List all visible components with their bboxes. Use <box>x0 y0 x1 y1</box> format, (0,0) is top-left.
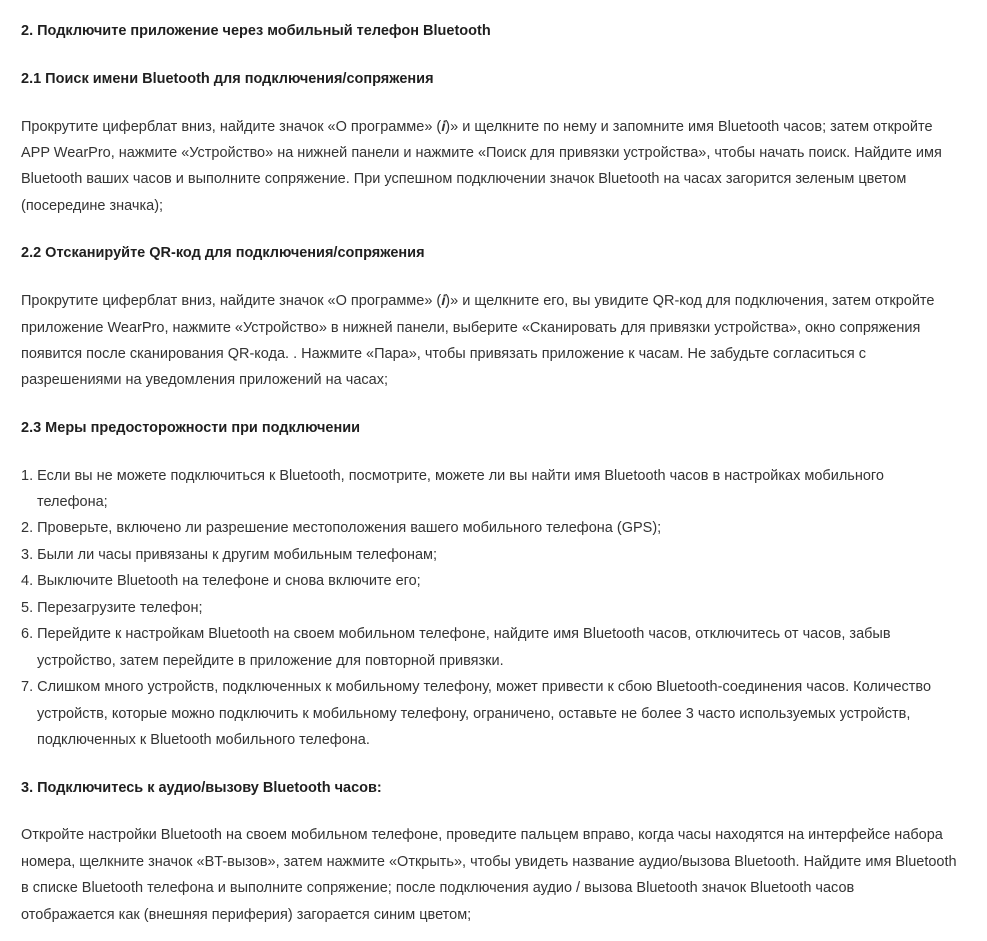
paragraph-3-line: отображается как (внешняя периферия) загорается синим цветом; <box>21 907 472 923</box>
list-item-7-continued: устройств, которые можно подключить к мобильному телефону, ограничено, оставьте не более 3 часто используемых устройств, <box>37 706 911 722</box>
paragraph-2-1-line: Bluetooth ваших часов и выполните сопряжение. При успешном подключении значок Bluetooth на часах загорится зеленым цветом <box>21 171 907 187</box>
paragraph-3-line: Откройте настройки Bluetooth на своем мобильном телефоне, проведите пальцем вправо, когда часы находятся на интерфейсе набора <box>21 827 943 843</box>
paragraph-2-2-line: приложение WearPro, нажмите «Устройство» в нижней панели, выберите «Сканировать для привязки устройства», окно сопряжения <box>21 320 921 336</box>
paragraph-2-1-line: Прокрутите циферблат вниз, найдите значок «О программе» (𝒊)» и щелкните по нему и запомните имя Bluetooth часов; затем откройте <box>21 119 933 135</box>
list-item-1: 1. Если вы не можете подключиться к Bluetooth, посмотрите, можете ли вы найти имя Bluetooth часов в настройках мобильного <box>21 468 884 484</box>
paragraph-2-1-line: (посередине значка); <box>21 198 164 214</box>
paragraph-2-2-line: Прокрутите циферблат вниз, найдите значок «О программе» (𝒊)» и щелкните его, вы увидите QR-код для подключения, затем откройте <box>21 293 935 309</box>
paragraph-2-2-line: разрешениями на уведомления приложений на часах; <box>21 372 388 388</box>
heading-section-2-1: 2.1 Поиск имени Bluetooth для подключения/сопряжения <box>21 71 434 87</box>
paragraph-2-1-line: APP WearPro, нажмите «Устройство» на нижней панели и нажмите «Поиск для привязки устройства», чтобы начать поиск. Найдите имя <box>21 145 942 161</box>
list-item-2: 2. Проверьте, включено ли разрешение местоположения вашего мобильного телефона (GPS); <box>21 520 662 536</box>
list-item-6-continued: устройство, затем перейдите в приложение для повторной привязки. <box>37 653 504 669</box>
paragraph-2-2-line: появится после сканирования QR-кода. . Нажмите «Пара», чтобы привязать приложение к часам. Не забудьте согласиться с <box>21 346 866 362</box>
paragraph-3-line: в списке Bluetooth телефона и выполните сопряжение; после подключения аудио / вызова Bluetooth значок Bluetooth часов <box>21 880 855 896</box>
heading-section-2-2: 2.2 Отсканируйте QR-код для подключения/сопряжения <box>21 245 425 261</box>
list-item-7: 7. Слишком много устройств, подключенных к мобильному телефону, может привести к сбою Bluetooth-соединения часов. Количество <box>21 679 932 695</box>
heading-section-2: 2. Подключите приложение через мобильный телефон Bluetooth <box>21 23 491 39</box>
list-item-1-continued: телефона; <box>37 494 108 510</box>
list-item-4: 4. Выключите Bluetooth на телефоне и снова включите его; <box>21 573 421 589</box>
heading-section-2-3: 2.3 Меры предосторожности при подключении <box>21 420 361 436</box>
list-item-6: 6. Перейдите к настройкам Bluetooth на своем мобильном телефоне, найдите имя Bluetooth часов, отключитесь от часов, забыв <box>21 626 891 642</box>
list-item-3: 3. Были ли часы привязаны к другим мобильным телефонам; <box>21 547 438 563</box>
list-item-7-continued: подключенных к Bluetooth мобильного телефона. <box>37 732 370 748</box>
heading-section-3: 3. Подключитесь к аудио/вызову Bluetooth часов: <box>21 780 382 796</box>
list-item-5: 5. Перезагрузите телефон; <box>21 600 203 616</box>
paragraph-3-line: номера, щелкните значок «BT-вызов», затем нажмите «Открыть», чтобы увидеть название аудио/вызова Bluetooth. Найдите имя Bluetooth <box>21 854 957 870</box>
